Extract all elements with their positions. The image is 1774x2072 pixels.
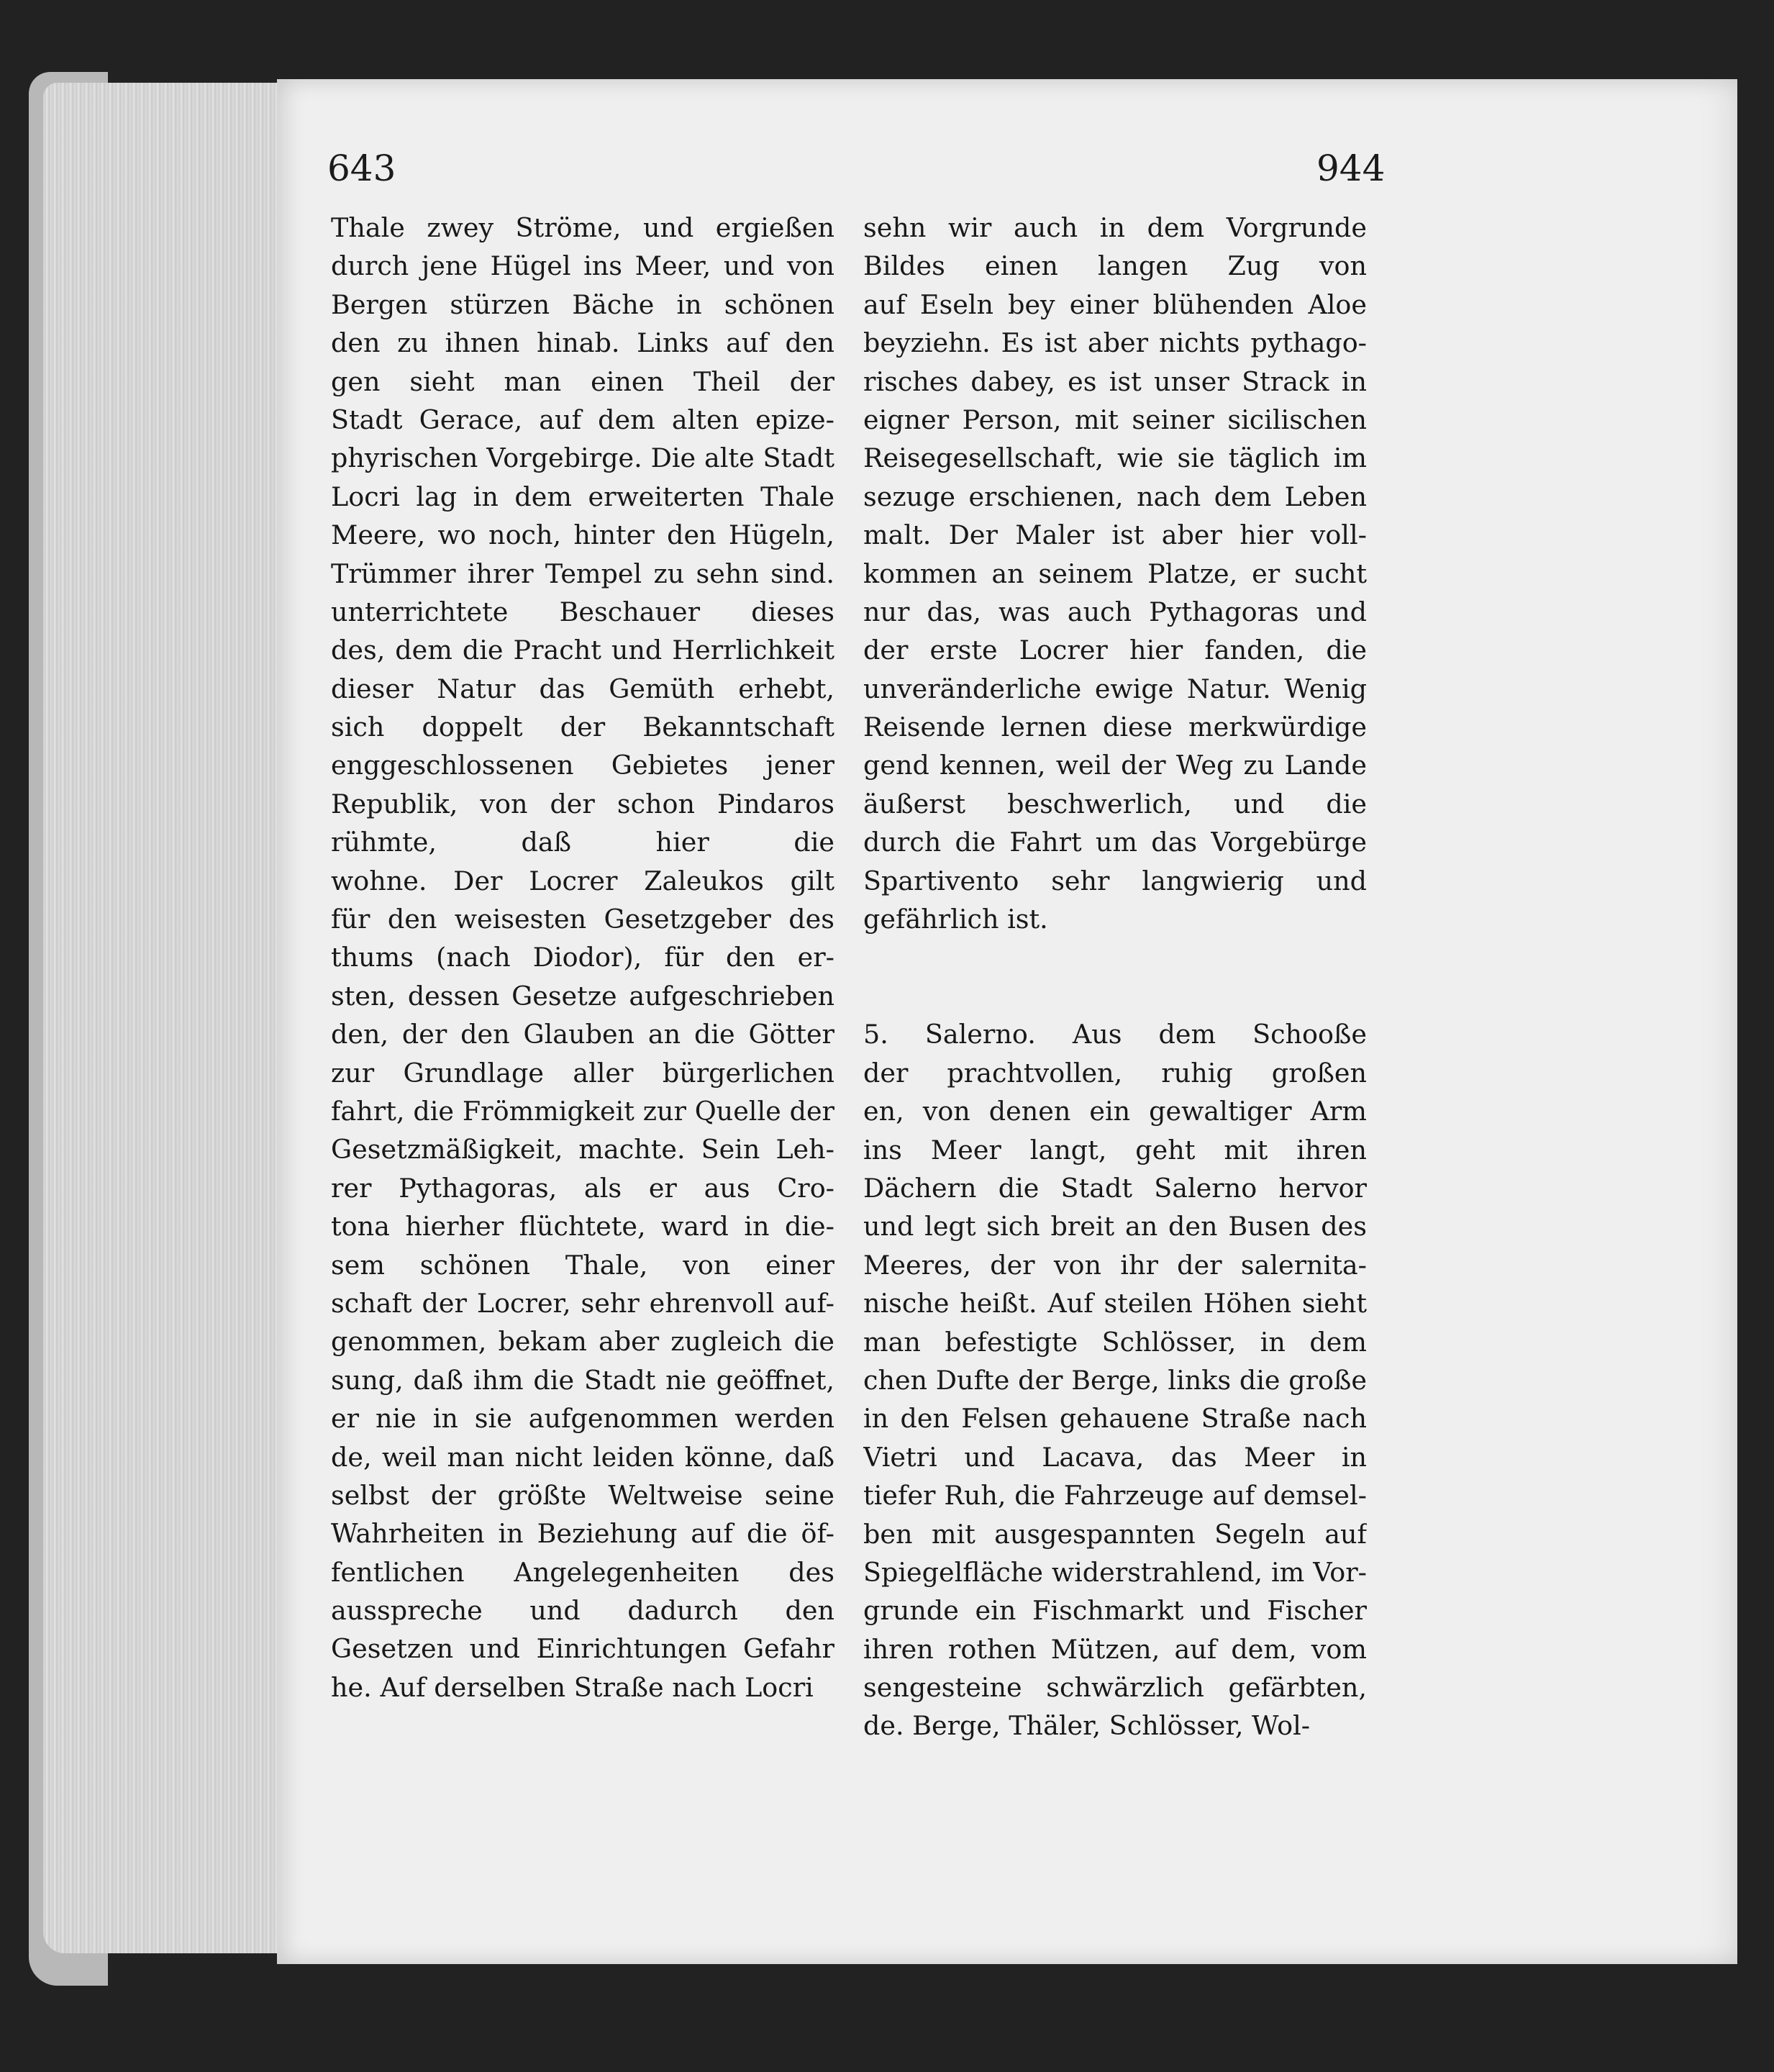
- text-line: Reisegesellschaft, wie sie täglich im: [863, 442, 1367, 474]
- text-line: durch die Fahrt um das Vorgebürge: [863, 827, 1367, 858]
- text-line: chen Dufte der Berge, links die große: [863, 1364, 1367, 1396]
- text-line: er nie in sie aufgenommen werden: [331, 1403, 834, 1435]
- text-line: durch jene Hügel ins Meer, und von: [331, 250, 834, 282]
- text-line: des, dem die Pracht und Herrlichkeit: [331, 635, 834, 666]
- text-line: Spartivento sehr langwierig und: [863, 865, 1367, 896]
- text-line: dieser Natur das Gemüth erhebt,: [331, 673, 834, 704]
- text-line: Republik, von der schon Pindaros: [331, 788, 834, 819]
- text-line: enggeschlossenen Gebietes jener: [331, 750, 834, 781]
- text-line: Vietri und Lacava, das Meer in: [863, 1441, 1367, 1473]
- text-line: Bergen stürzen Bäche in schönen: [331, 288, 834, 320]
- text-line: Trümmer ihrer Tempel zu sehn sind.: [331, 558, 834, 589]
- text-line: kommen an seinem Platze, er sucht: [863, 558, 1367, 589]
- text-line: unveränderliche ewige Natur. Wenig: [863, 673, 1367, 704]
- text-line: sehn wir auch in dem Vorgrunde: [863, 212, 1367, 243]
- text-line: den, der den Glauben an die Götter: [331, 1019, 834, 1050]
- text-line: malt. Der Maler ist aber hier voll-: [863, 519, 1367, 551]
- text-line: und legt sich breit an den Busen des: [863, 1211, 1367, 1242]
- text-line: rühmte, daß hier die: [331, 827, 834, 858]
- text-line: de. Berge, Thäler, Schlösser, Wol-: [863, 1710, 1311, 1742]
- text-line: Meere, wo noch, hinter den Hügeln,: [331, 519, 834, 551]
- text-line: auf Eseln bey einer blühenden Aloe: [863, 288, 1367, 320]
- text-line: selbst der größte Weltweise seine: [331, 1479, 834, 1511]
- text-line: rer Pythagoras, als er aus Cro-: [331, 1172, 834, 1204]
- text-line: sem schönen Thale, von einer: [331, 1249, 834, 1281]
- text-line: man befestigte Schlösser, in dem: [863, 1326, 1367, 1358]
- text-line: sich doppelt der Bekanntschaft: [331, 712, 834, 743]
- text-line: phyrischen Vorgebirge. Die alte Stadt: [331, 442, 834, 474]
- text-line: sengesteine schwärzlich gefärbten,: [863, 1672, 1367, 1704]
- text-line: der erste Locrer hier fanden, die: [863, 635, 1367, 666]
- text-line: ins Meer langt, geht mit ihren: [863, 1134, 1367, 1166]
- text-line: beyziehn. Es ist aber nichts pythago-: [863, 327, 1367, 359]
- text-line: für den weisesten Gesetzgeber des: [331, 904, 834, 935]
- text-line: Gesetzen und Einrichtungen Gefahr: [331, 1633, 834, 1665]
- text-line: 5. Salerno. Aus dem Schooße: [863, 1019, 1367, 1050]
- text-line: in den Felsen gehauene Straße nach: [863, 1403, 1367, 1435]
- text-line: den zu ihnen hinab. Links auf den: [331, 327, 834, 359]
- text-line: äußerst beschwerlich, und die: [863, 788, 1367, 819]
- text-line: ausspreche und dadurch den: [331, 1595, 834, 1627]
- text-line: unterrichtete Beschauer dieses: [331, 596, 834, 627]
- text-line: gen sieht man einen Theil der: [331, 365, 834, 397]
- text-line: Wahrheiten in Beziehung auf die öf-: [331, 1518, 834, 1550]
- text-line: nische heißt. Auf steilen Höhen sieht: [863, 1288, 1367, 1319]
- text-line: Stadt Gerace, auf dem alten epize-: [331, 404, 834, 435]
- text-line: gefährlich ist.: [863, 904, 1048, 935]
- text-line: risches dabey, es ist unser Strack in: [863, 365, 1367, 397]
- text-line: he. Auf derselben Straße nach Locri: [331, 1671, 814, 1703]
- text-line: sezuge erschienen, nach dem Leben: [863, 481, 1367, 512]
- text-line: Thale zwey Ströme, und ergießen: [331, 212, 834, 243]
- text-line: Reisende lernen diese merkwürdige: [863, 712, 1367, 743]
- text-line: en, von denen ein gewaltiger Arm: [863, 1096, 1367, 1127]
- text-line: thums (nach Diodor), für den er-: [331, 942, 834, 973]
- text-line: Locri lag in dem erweiterten Thale: [331, 481, 834, 512]
- page-number-right: 944: [1316, 147, 1386, 189]
- page-number-left: 643: [327, 147, 396, 189]
- text-line: Dächern die Stadt Salerno hervor: [863, 1172, 1367, 1204]
- text-line: wohne. Der Locrer Zaleukos gilt: [331, 865, 834, 896]
- text-line: der prachtvollen, ruhig großen: [863, 1057, 1367, 1089]
- text-line: sten, dessen Gesetze aufgeschrieben: [331, 980, 834, 1012]
- text-line: Bildes einen langen Zug von: [863, 250, 1367, 282]
- text-line: Meeres, der von ihr der salernita-: [863, 1249, 1367, 1281]
- text-line: eigner Person, mit seiner sicilischen: [863, 404, 1367, 435]
- section-gap: [863, 938, 1367, 1015]
- text-line: genommen, bekam aber zugleich die: [331, 1326, 834, 1358]
- text-line: de, weil man nicht leiden könne, daß: [331, 1441, 834, 1473]
- text-line: gend kennen, weil der Weg zu Lande: [863, 750, 1367, 781]
- text-line: ihren rothen Mützen, auf dem, vom: [863, 1633, 1367, 1665]
- text-line: sung, daß ihm die Stadt nie geöffnet,: [331, 1364, 834, 1396]
- text-line: nur das, was auch Pythagoras und: [863, 596, 1367, 627]
- page-edges: [43, 83, 288, 1953]
- text-line: tiefer Ruh, die Fahrzeuge auf demsel-: [863, 1480, 1367, 1512]
- text-line: fahrt, die Frömmigkeit zur Quelle der: [331, 1095, 834, 1127]
- text-line: Gesetzmäßigkeit, machte. Sein Leh-: [331, 1134, 834, 1166]
- text-line: Spiegelfläche widerstrahlend, im Vor-: [863, 1556, 1367, 1588]
- text-line: grunde ein Fischmarkt und Fischer: [863, 1595, 1367, 1627]
- text-line: fentlichen Angelegenheiten des: [331, 1556, 834, 1588]
- text-column-right: [863, 209, 1367, 1745]
- text-line: tona hierher flüchtete, ward in die-: [331, 1211, 834, 1242]
- text-column-left: [331, 209, 834, 1707]
- text-line: schaft der Locrer, sehr ehrenvoll auf-: [331, 1287, 834, 1319]
- text-line: ben mit ausgespannten Segeln auf: [863, 1518, 1367, 1550]
- text-line: zur Grundlage aller bürgerlichen: [331, 1057, 834, 1089]
